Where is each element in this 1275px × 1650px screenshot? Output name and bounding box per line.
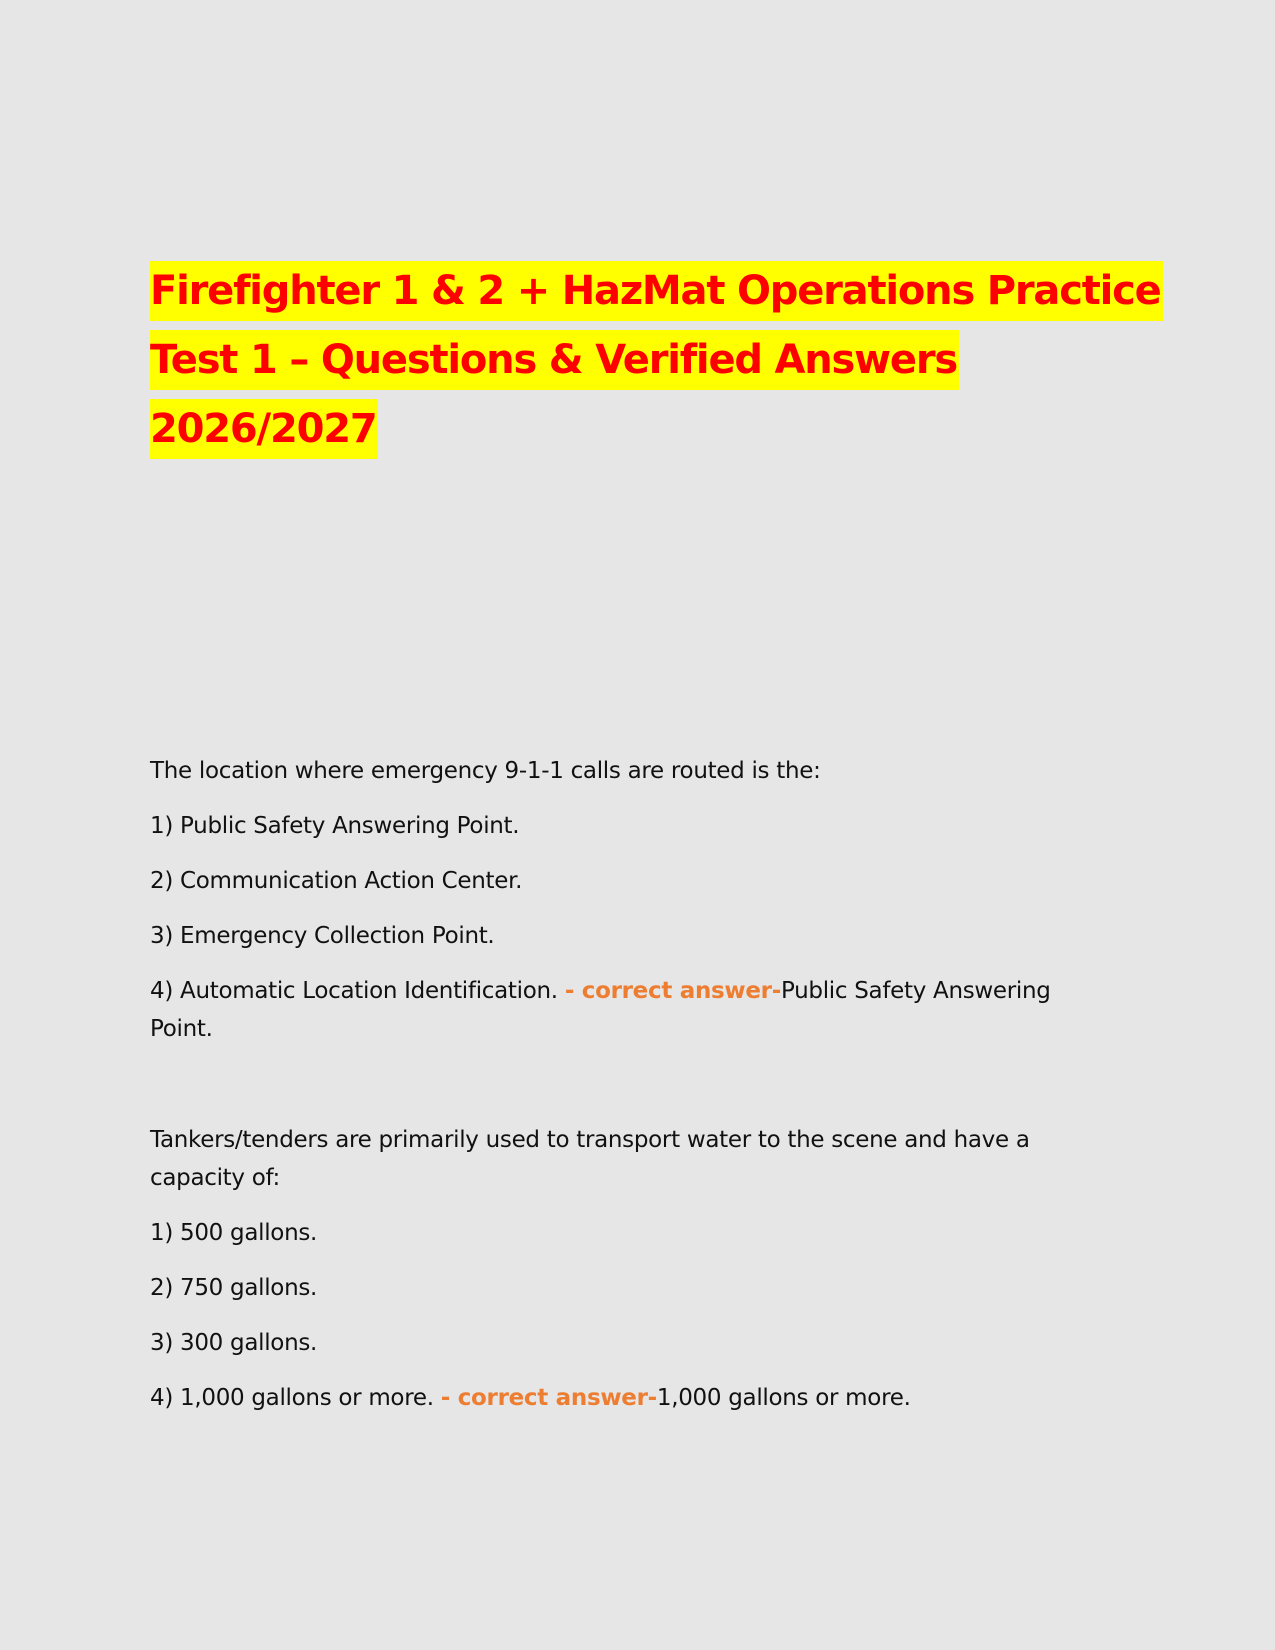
answer-option: 1) 500 gallons. <box>150 1220 318 1246</box>
correct-answer-marker: - correct answer- <box>564 978 781 1004</box>
answer-option: 3) Emergency Collection Point. <box>150 923 495 949</box>
question-stem: Tankers/tenders are primarily used to transport water to the scene and have a capacity of: <box>150 1127 1030 1191</box>
question-block-2 <box>150 1121 1110 1434</box>
correct-answer-text: Public Safety Answering Point. <box>150 978 1051 1042</box>
answer-option: 2) 750 gallons. <box>150 1275 318 1301</box>
document-title <box>150 258 1161 465</box>
correct-answer-marker: - correct answer- <box>440 1385 657 1411</box>
answer-option: 2) Communication Action Center. <box>150 868 523 894</box>
correct-answer-text: 1,000 gallons or more. <box>656 1385 911 1411</box>
answer-option-with-answer <box>150 1379 1110 1417</box>
title-line-1: Firefighter 1 & 2 + HazMat Operations Practice <box>150 261 1163 321</box>
answer-option: 4) Automatic Location Identification. <box>150 978 558 1004</box>
question-stem: The location where emergency 9-1-1 calls are routed is the: <box>150 758 821 784</box>
title-line-3: 2026/2027 <box>150 399 378 459</box>
answer-option: 4) 1,000 gallons or more. <box>150 1385 434 1411</box>
title-line-2: Test 1 – Questions & Verified Answers <box>150 330 959 390</box>
answer-option: 1) Public Safety Answering Point. <box>150 813 520 839</box>
document-page <box>150 258 1161 465</box>
answer-option: 3) 300 gallons. <box>150 1330 318 1356</box>
answer-option-with-answer <box>150 972 1110 1048</box>
question-block-1 <box>150 752 1110 1065</box>
